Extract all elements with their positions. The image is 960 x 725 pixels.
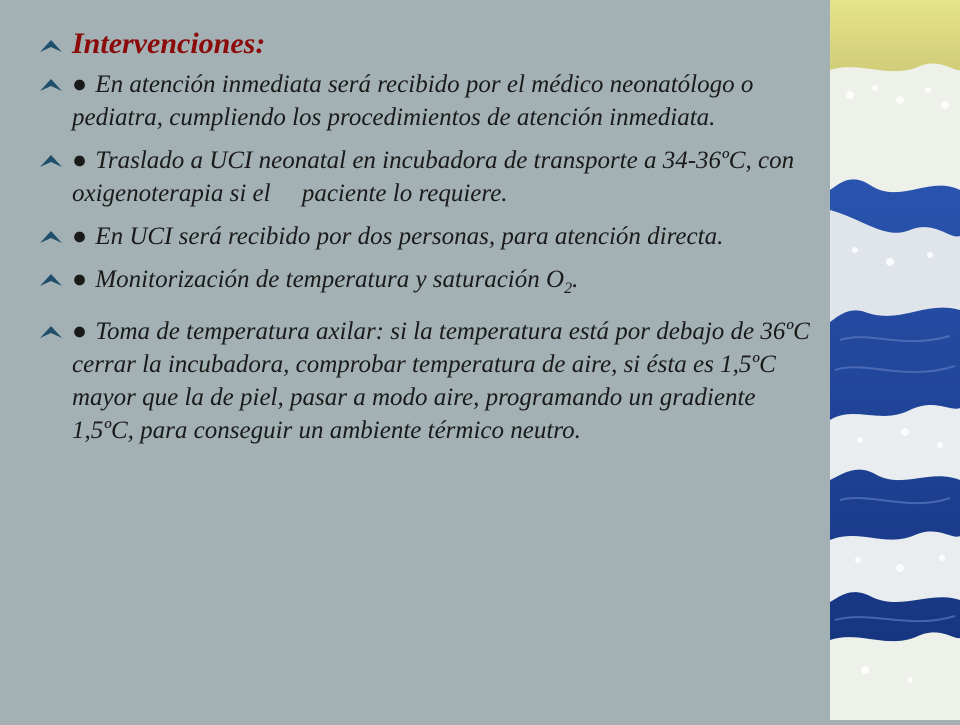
bullet-arrow-icon	[40, 77, 62, 91]
bullet-dot: ●	[72, 223, 88, 250]
bullet-text: En atención inmediata será recibido por el médico neonatólogo o pediatra, cumpliendo los procedimientos de atención inmediata.	[72, 71, 754, 131]
wave-decoration	[830, 0, 960, 720]
slide-content	[40, 24, 810, 457]
bullet-text: Monitorización de temperatura y saturación O	[95, 266, 565, 293]
bullet-item	[40, 315, 810, 447]
title-text: Intervenciones:	[72, 27, 266, 60]
bullet-arrow-icon	[40, 38, 62, 52]
bullet-arrow-icon	[40, 229, 62, 243]
bullet-text: Traslado a UCI neonatal en incubadora de transporte a 34-36ºC, con oxigenoterapia si el paciente lo requiere.	[72, 147, 801, 207]
bullet-item	[40, 220, 810, 253]
bullet-dot: ●	[72, 147, 88, 174]
bullet-arrow-icon	[40, 272, 62, 286]
bullet-item	[40, 68, 810, 134]
bullet-dot: ●	[72, 266, 88, 293]
bullet-dot: ●	[72, 318, 88, 345]
great-wave-illustration	[830, 0, 960, 720]
bullet-item	[40, 263, 810, 305]
bullet-arrow-icon	[40, 324, 62, 338]
period: .	[572, 266, 579, 293]
bullet-text: Toma de temperatura axilar: si la temperatura está por debajo de 36ºC cerrar la incubadora, comprobar temperatura de aire, si ésta es 1,5ºC mayor que la de piel, pasar a modo aire, programando un gradiente 1,5ºC, para conseguir un ambiente térmico neutro.	[72, 318, 810, 444]
bullet-arrow-icon	[40, 153, 62, 167]
bullet-item	[40, 144, 810, 210]
wave-crest	[830, 531, 960, 602]
bullet-dot: ●	[72, 71, 88, 98]
bullet-text: En UCI será recibido por dos personas, para atención directa.	[95, 223, 724, 250]
wave-crest	[830, 632, 960, 720]
subscript-2: 2	[564, 280, 573, 297]
wave-crest	[830, 64, 960, 193]
slide-title	[40, 24, 810, 64]
